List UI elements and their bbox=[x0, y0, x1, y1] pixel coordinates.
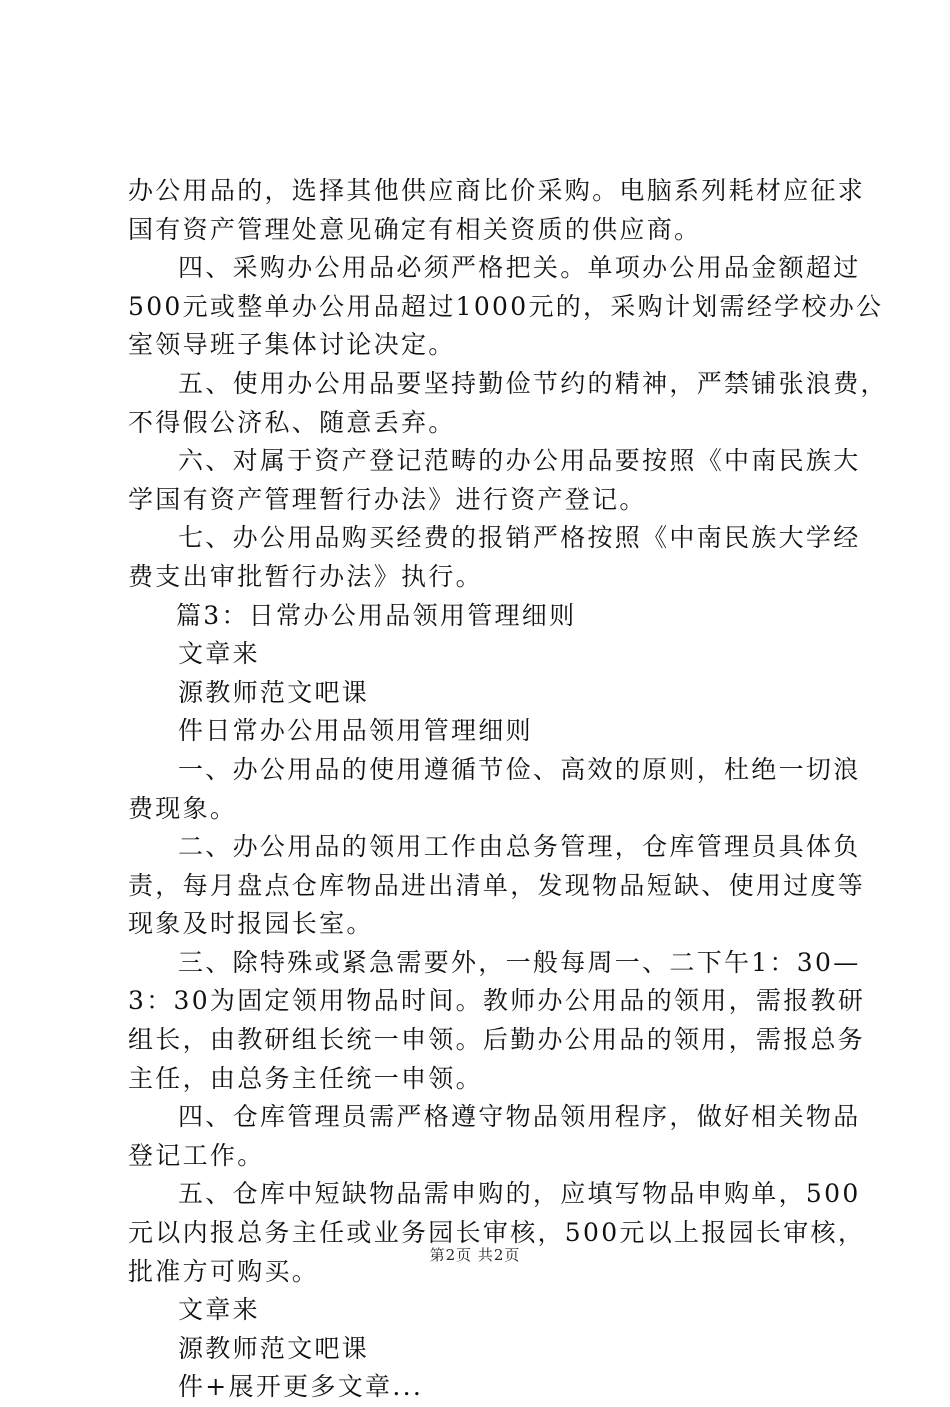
paragraph-line: 责，每月盘点仓库物品进出清单，发现物品短缺、使用过度等 bbox=[128, 870, 866, 900]
paragraph-line: 批准方可购买。 bbox=[128, 1256, 320, 1286]
expand-more-articles-link[interactable]: 件+展开更多文章... bbox=[178, 1372, 424, 1402]
paragraph-line: 一、办公用品的使用遵循节俭、高效的原则，杜绝一切浪 bbox=[178, 754, 861, 784]
paragraph-line: 七、办公用品购买经费的报销严格按照《中南民族大学经 bbox=[178, 523, 861, 553]
paragraph-line: 文章来 bbox=[178, 1295, 260, 1325]
paragraph-line: 500元或整单办公用品超过1000元的，采购计划需经学校办公 bbox=[128, 291, 884, 321]
paragraph-line: 办公用品的，选择其他供应商比价采购。电脑系列耗材应征求 bbox=[128, 176, 866, 205]
page-number-footer: 第2页 共2页 bbox=[429, 1246, 521, 1264]
paragraph-line: 国有资产管理处意见确定有相关资质的供应商。 bbox=[128, 214, 702, 244]
document-body bbox=[128, 172, 888, 1407]
paragraph-line: 费现象。 bbox=[128, 793, 238, 823]
paragraph-line: 六、对属于资产登记范畴的办公用品要按照《中南民族大 bbox=[178, 446, 861, 476]
paragraph-line: 文章来 bbox=[178, 639, 260, 669]
paragraph-line: 不得假公济私、随意丢弃。 bbox=[128, 407, 456, 437]
paragraph-line: 四、仓库管理员需严格遵守物品领用程序，做好相关物品 bbox=[178, 1102, 861, 1132]
paragraph-line: 四、采购办公用品必须严格把关。单项办公用品金额超过 bbox=[178, 253, 861, 283]
paragraph-line: 源教师范文吧课 bbox=[178, 1333, 370, 1363]
paragraph-line: 五、使用办公用品要坚持勤俭节约的精神，严禁铺张浪费， bbox=[178, 368, 888, 398]
paragraph-line: 登记工作。 bbox=[128, 1140, 265, 1170]
paragraph-line: 源教师范文吧课 bbox=[178, 677, 370, 707]
paragraph-line: 室领导班子集体讨论决定。 bbox=[128, 330, 456, 360]
section-heading: 篇3：日常办公用品领用管理细则 bbox=[176, 600, 577, 630]
paragraph-line: 3：30为固定领用物品时间。教师办公用品的领用，需报教研 bbox=[128, 986, 866, 1016]
paragraph-line: 费支出审批暂行办法》执行。 bbox=[128, 561, 483, 591]
paragraph-line: 元以内报总务主任或业务园长审核，500元以上报园长审核， bbox=[128, 1218, 866, 1248]
paragraph-line: 主任，由总务主任统一申领。 bbox=[128, 1063, 483, 1093]
paragraph-line: 组长，由教研组长统一申领。后勤办公用品的领用，需报总务 bbox=[128, 1025, 866, 1055]
paragraph-line: 学国有资产管理暂行办法》进行资产登记。 bbox=[128, 484, 647, 514]
paragraph-line: 现象及时报园长室。 bbox=[128, 909, 374, 939]
paragraph-line: 件日常办公用品领用管理细则 bbox=[178, 716, 533, 746]
paragraph-line: 三、除特殊或紧急需要外，一般每周一、二下午1：30— bbox=[178, 947, 861, 977]
paragraph-line: 五、仓库中短缺物品需申购的，应填写物品申购单，500 bbox=[178, 1179, 861, 1209]
paragraph-line: 二、办公用品的领用工作由总务管理，仓库管理员具体负 bbox=[178, 832, 861, 862]
